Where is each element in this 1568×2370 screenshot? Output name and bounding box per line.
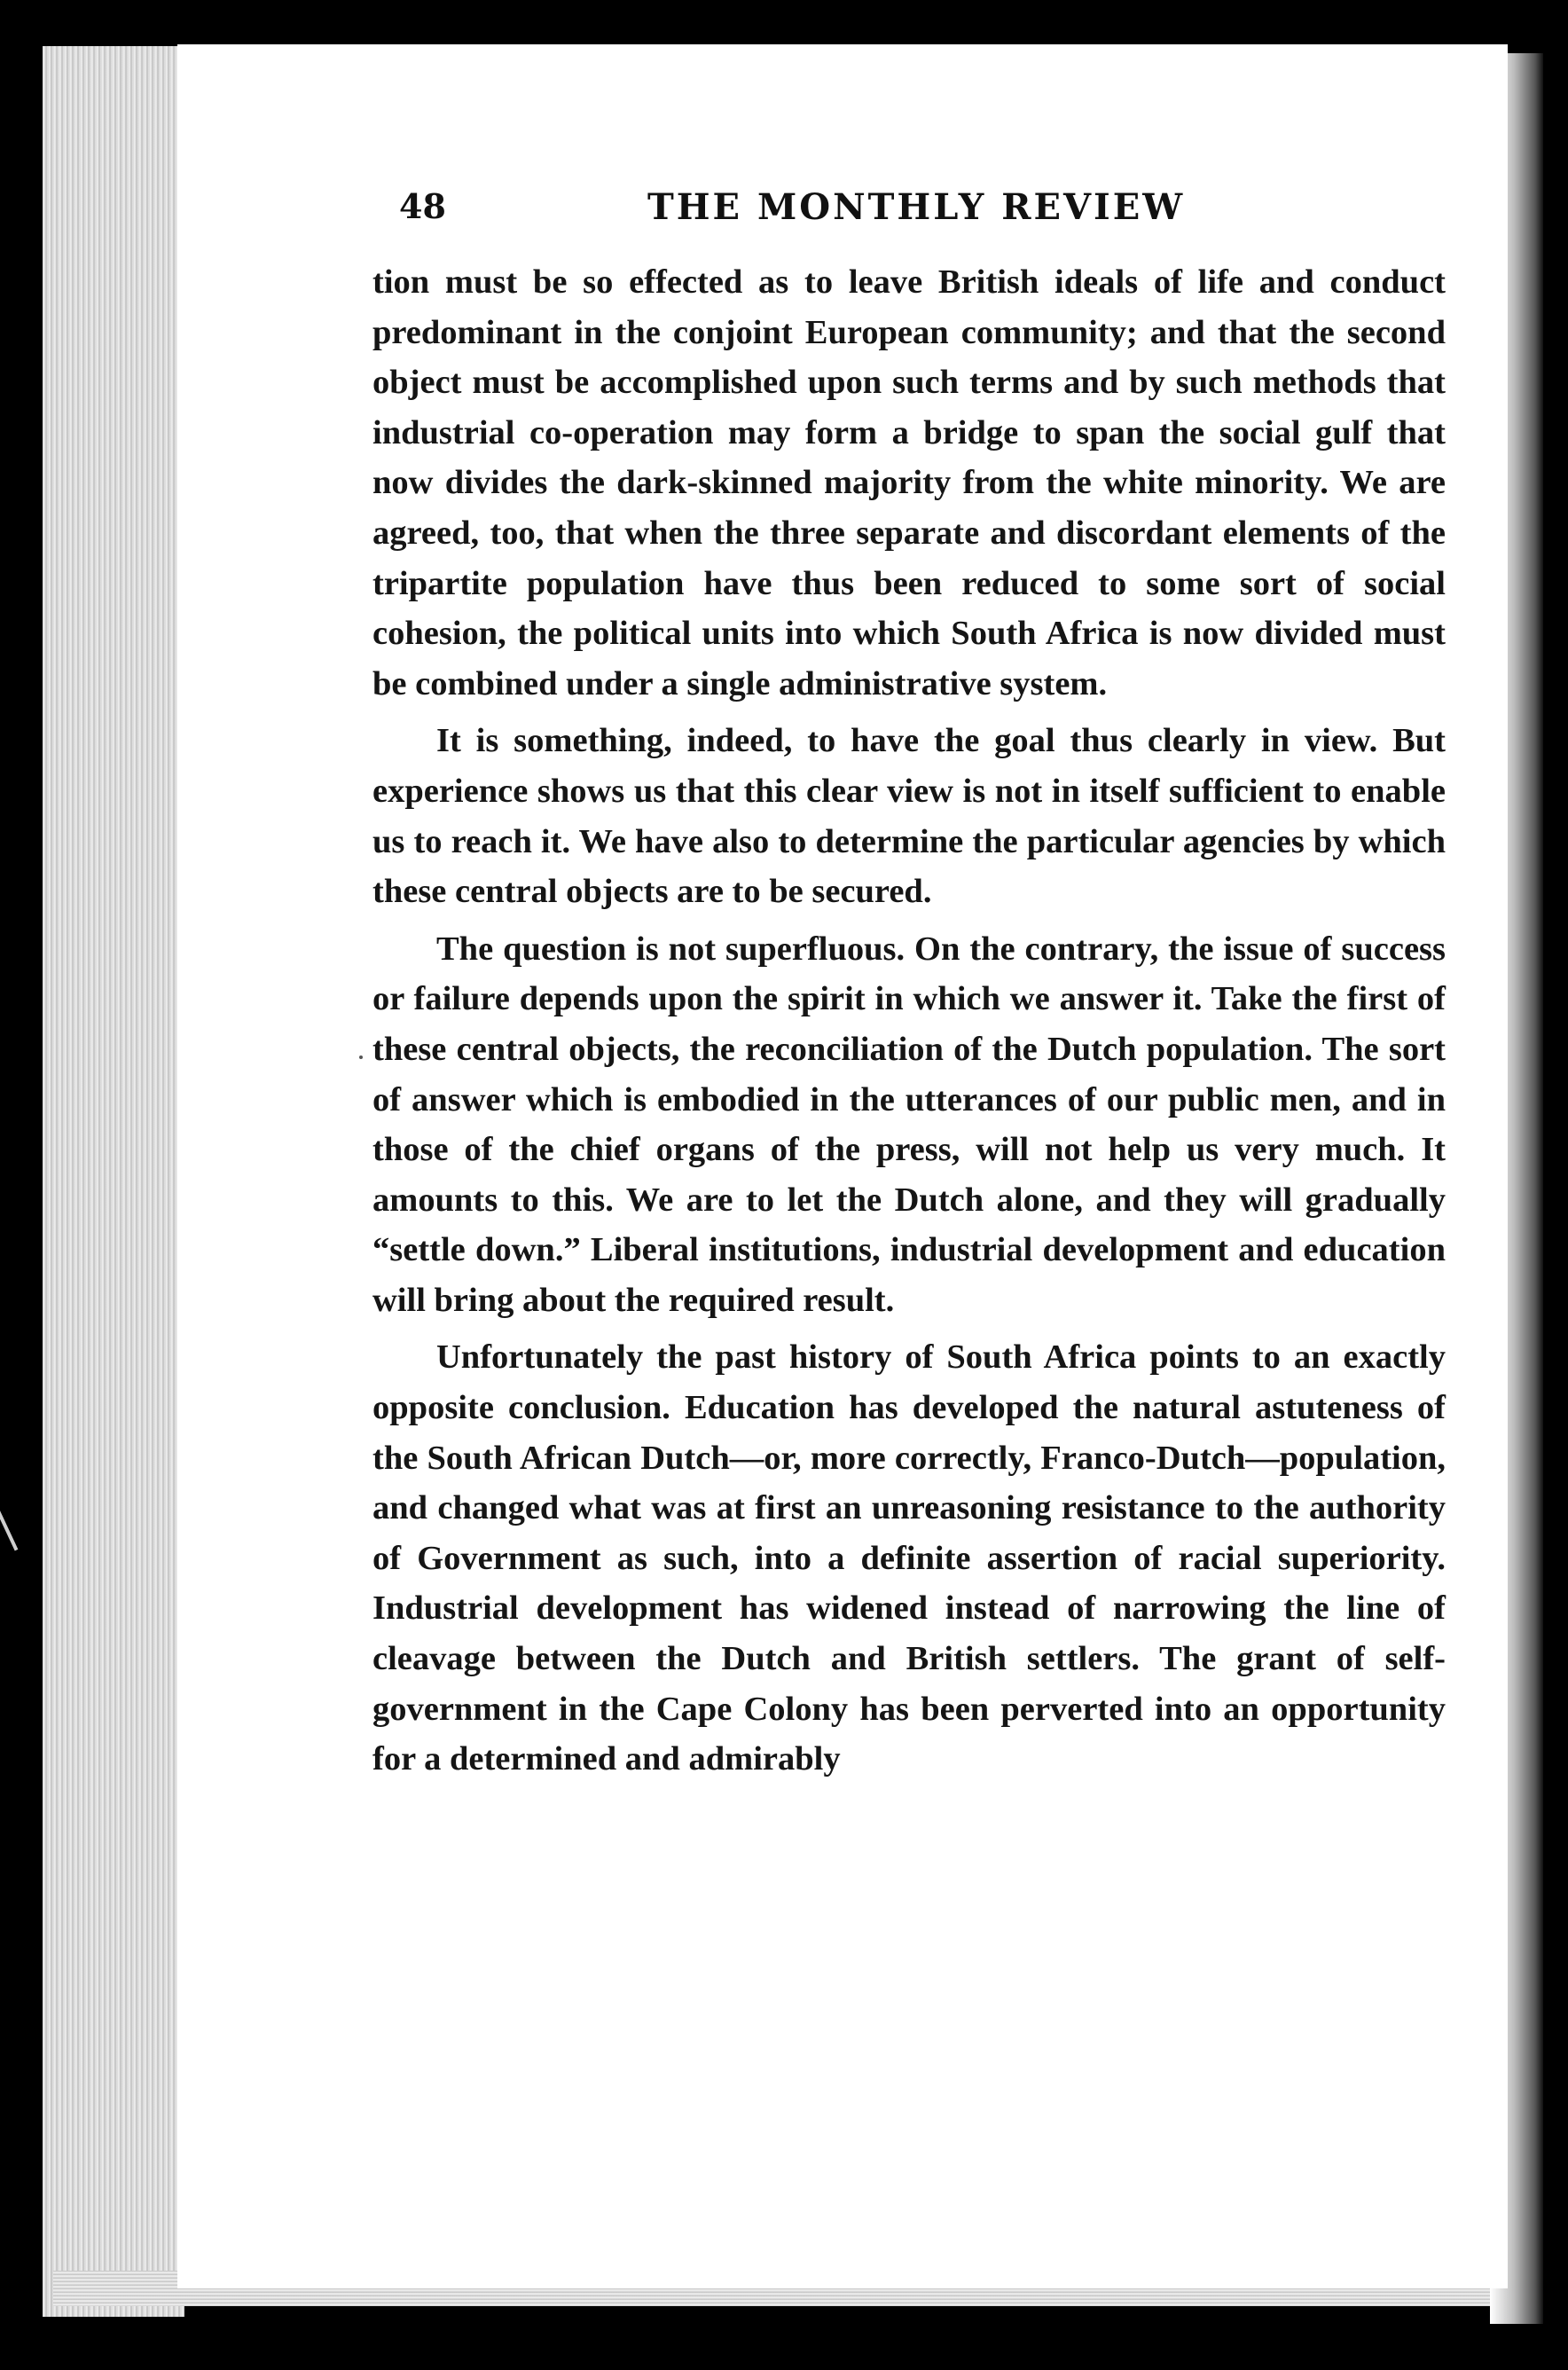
paragraph-1: tion must be so effected as to leave British ideals of life and conduct predominant in the conjoint European community; and that the second object must be accomplished upon such terms and by such methods that industrial co-operation may form a bridge to span the social gulf that now divides the dark-skinned majority from the white minority. We are agreed, too, that when the three separate and discordant elements of the tripartite population have thus been reduced to some sort of social cohesion, the political units into which South Africa is now divided must be combined under a single administrative system. [372,263,1446,702]
paragraph-3: The question is not superfluous. On the contrary, the issue of success or failure depends upon the spirit in which we answer it. Take the first of these central objects, the reconciliation of the Dutch population. The sort of answer which is embodied in the utterances of our public men, and in those of the chief organs of the press, will not help us very much. It amounts to this. We are to let the Dutch alone, and they will gradually “settle down.” Liberal institutions, industrial development and education will bring about the required result. [372,930,1446,1319]
running-head: THE MONTHLY REVIEW [647,186,1186,228]
ink-speck [359,1056,363,1059]
paragraph-4: Unfortunately the past history of South Africa points to an exactly opposite conclusion. Education has developed the natural astuteness of the South African Dutch—or, more correctly, Franco-Dutch—population, and changed what was at first an unreasoning resistance to the authority of Government as such, into a definite assertion of racial superiority. Industrial development has widened instead of narrowing the line of cleavage between the Dutch and British settlers. The grant of self-government in the Cape Colony has been perverted into an opportunity for a determined and admirably [372,1338,1446,1778]
body-text [372,257,1446,1792]
paragraph-2: It is something, indeed, to have the goal thus clearly in view. But experience shows us that this clear view is not in itself sufficient to enable us to reach it. We have also to determine the particular agencies by which these central objects are to be secured. [372,722,1446,911]
page-edges-left [43,46,184,2317]
page-number: 48 [399,186,446,226]
scan-artifact [0,1509,18,1550]
